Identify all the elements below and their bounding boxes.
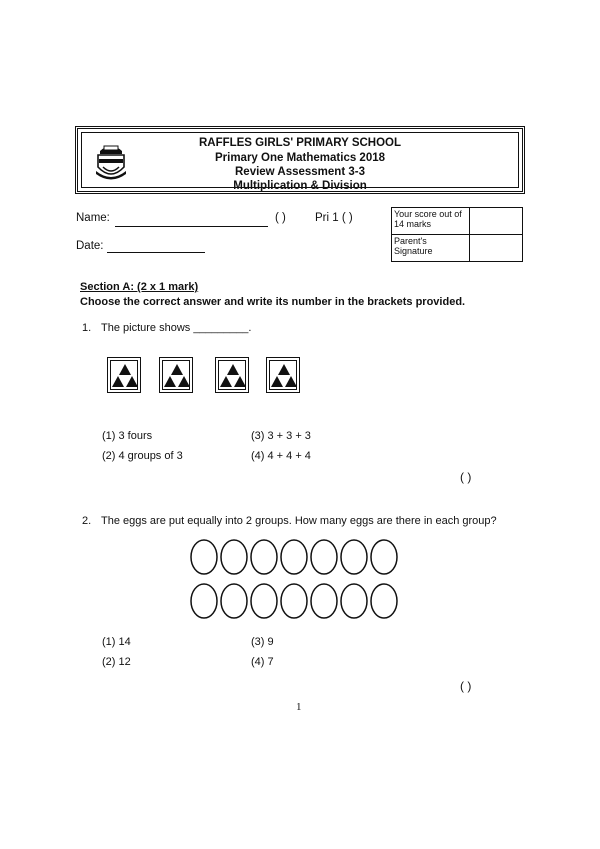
school-crest-icon xyxy=(94,137,128,183)
question-2-option-1: (1) 14 xyxy=(102,636,131,648)
question-1-option-4: (4) 4 + 4 + 4 xyxy=(251,450,311,462)
question-2-option-2: (2) 12 xyxy=(102,656,131,668)
triangle-group xyxy=(107,357,141,393)
question-2-option-4: (4) 7 xyxy=(251,656,274,668)
date-label: Date: xyxy=(76,240,104,252)
name-label: Name: xyxy=(76,212,110,224)
page-number: 1 xyxy=(296,701,302,713)
egg-icon xyxy=(371,584,397,618)
egg-icon xyxy=(341,584,367,618)
eggs-picture xyxy=(188,535,408,623)
egg-icon xyxy=(191,584,217,618)
question-2-text: The eggs are put equally into 2 groups. How many eggs are there in each group? xyxy=(101,515,497,527)
question-1-option-3: (3) 3 + 3 + 3 xyxy=(251,430,311,442)
question-2-option-3: (3) 9 xyxy=(251,636,274,648)
score-table xyxy=(391,207,523,262)
signature-label: Parent's Signature xyxy=(392,235,470,262)
triangles-icon xyxy=(162,362,192,390)
egg-icon xyxy=(311,584,337,618)
egg-icon xyxy=(371,540,397,574)
egg-icon xyxy=(221,540,247,574)
egg-icon xyxy=(251,540,277,574)
triangles-icon xyxy=(110,362,140,390)
egg-icon xyxy=(221,584,247,618)
egg-icon xyxy=(281,540,307,574)
header-inner-border xyxy=(81,132,519,192)
class-label[interactable]: Pri 1 ( ) xyxy=(315,212,353,224)
question-1-option-2: (2) 4 groups of 3 xyxy=(102,450,183,462)
egg-icon xyxy=(341,540,367,574)
triangle-group xyxy=(159,357,193,393)
index-number-brackets[interactable]: ( ) xyxy=(275,212,286,224)
school-name: RAFFLES GIRLS' PRIMARY SCHOOL xyxy=(198,137,402,149)
signature-box[interactable] xyxy=(470,235,523,262)
header-box xyxy=(75,126,525,194)
subject-title: Primary One Mathematics 2018 xyxy=(214,152,386,164)
section-instruction: Choose the correct answer and write its number in the brackets provided. xyxy=(80,296,466,308)
score-box[interactable] xyxy=(470,208,523,235)
topic-title: Multiplication & Division xyxy=(233,180,367,192)
question-2-answer-brackets[interactable]: ( ) xyxy=(460,679,472,693)
question-1-text: The picture shows _________. xyxy=(101,322,252,334)
triangles-icon xyxy=(269,362,299,390)
name-field[interactable] xyxy=(115,226,268,227)
assessment-title: Review Assessment 3-3 xyxy=(235,166,365,178)
egg-icon xyxy=(281,584,307,618)
egg-icon xyxy=(251,584,277,618)
section-title: Section A: (2 x 1 mark) xyxy=(80,281,199,293)
triangle-group xyxy=(215,357,249,393)
question-2-number: 2. xyxy=(82,515,92,527)
question-1-answer-brackets[interactable]: ( ) xyxy=(460,470,472,484)
triangles-icon xyxy=(218,362,248,390)
egg-icon xyxy=(311,540,337,574)
egg-icon xyxy=(191,540,217,574)
question-1-number: 1. xyxy=(82,322,92,334)
score-label: Your score out of 14 marks xyxy=(392,208,470,235)
date-field[interactable] xyxy=(107,252,205,253)
triangle-group xyxy=(266,357,300,393)
question-1-option-1: (1) 3 fours xyxy=(102,430,153,442)
